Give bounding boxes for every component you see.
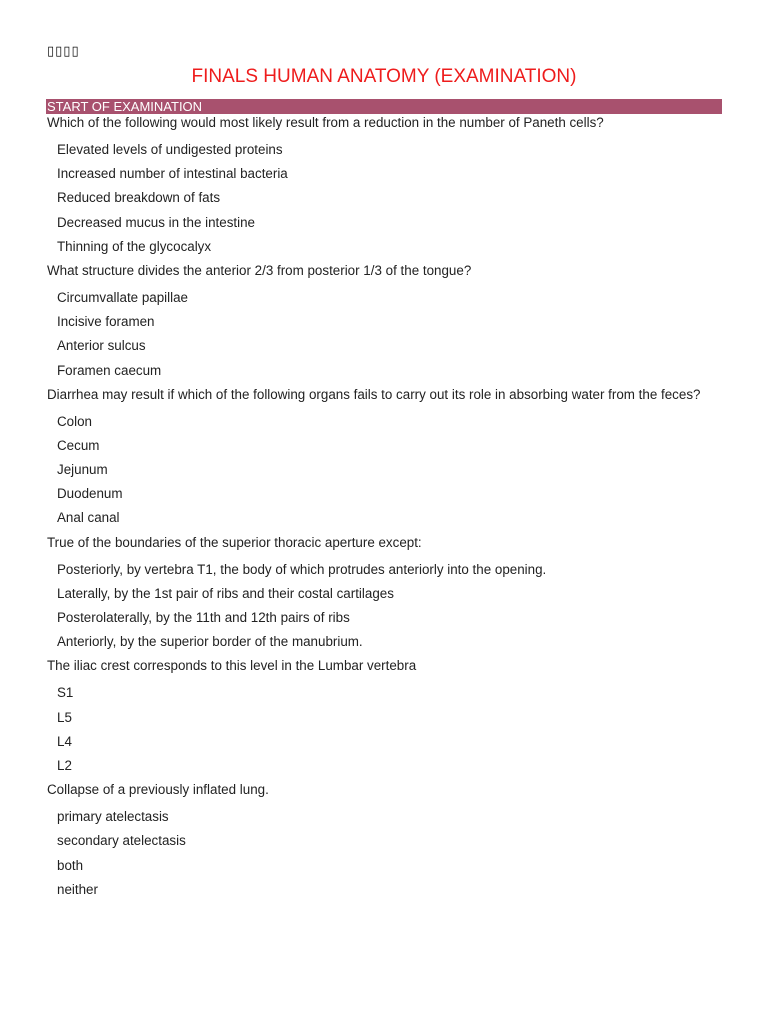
option[interactable]: Jejunum	[57, 462, 108, 478]
question-2	[47, 263, 720, 379]
option-list	[47, 414, 720, 527]
option[interactable]: primary atelectasis	[57, 809, 169, 825]
question-4	[47, 535, 720, 651]
option[interactable]: Incisive foramen	[57, 314, 155, 330]
option-list	[47, 562, 720, 651]
option[interactable]: S1	[57, 685, 74, 701]
option[interactable]: Cecum	[57, 437, 100, 453]
page-title: FINALS HUMAN ANATOMY (EXAMINATION)	[191, 66, 577, 87]
option[interactable]: Colon	[57, 413, 92, 429]
section-banner: START OF EXAMINATION	[46, 99, 722, 114]
option[interactable]: Reduced breakdown of fats	[57, 190, 221, 206]
option[interactable]: L2	[57, 757, 72, 773]
option[interactable]: Duodenum	[57, 486, 123, 502]
option-list	[47, 290, 720, 379]
question-text: What structure divides the anterior 2/3 from posterior 1/3 of the tongue?	[47, 262, 472, 278]
option-list	[47, 685, 720, 774]
option[interactable]: L5	[57, 709, 72, 725]
question-1	[47, 115, 720, 255]
option[interactable]: Posteriorly, by vertebra T1, the body of which protrudes anteriorly into the opening.	[57, 561, 547, 577]
question-text: Which of the following would most likely result from a reduction in the number of Paneth cells?	[47, 115, 604, 130]
option[interactable]: both	[57, 857, 84, 873]
question-list	[47, 115, 720, 906]
option[interactable]: secondary atelectasis	[57, 833, 186, 849]
option[interactable]: Laterally, by the 1st pair of ribs and their costal cartilages	[57, 585, 394, 601]
option-list	[47, 809, 720, 898]
question-text: Collapse of a previously inflated lung.	[47, 782, 269, 798]
option[interactable]: Anteriorly, by the superior border of the manubrium.	[57, 634, 363, 650]
option-list	[47, 142, 720, 255]
option[interactable]: Thinning of the glycocalyx	[57, 238, 212, 254]
option[interactable]: Anterior sulcus	[57, 338, 146, 354]
question-3	[47, 387, 720, 527]
question-text: The iliac crest corresponds to this level in the Lumbar vertebra	[47, 658, 417, 674]
question-text: True of the boundaries of the superior thoracic aperture except:	[47, 534, 422, 550]
header-glyphs: ▯▯▯▯	[47, 44, 80, 59]
option[interactable]: L4	[57, 733, 72, 749]
option[interactable]: Elevated levels of undigested proteins	[57, 142, 283, 157]
option[interactable]: Foramen caecum	[57, 362, 162, 378]
question-5	[47, 658, 720, 774]
option[interactable]: Decreased mucus in the intestine	[57, 214, 255, 230]
option[interactable]: Anal canal	[57, 510, 120, 526]
option[interactable]: neither	[57, 881, 98, 897]
option[interactable]: Circumvallate papillae	[57, 289, 188, 305]
option[interactable]: Increased number of intestinal bacteria	[57, 166, 288, 182]
question-text: Diarrhea may result if which of the following organs fails to carry out its role in absorbing water from the feces?	[47, 386, 701, 402]
question-6	[47, 782, 720, 898]
option[interactable]: Posterolaterally, by the 11th and 12th pairs of ribs	[57, 610, 350, 625]
